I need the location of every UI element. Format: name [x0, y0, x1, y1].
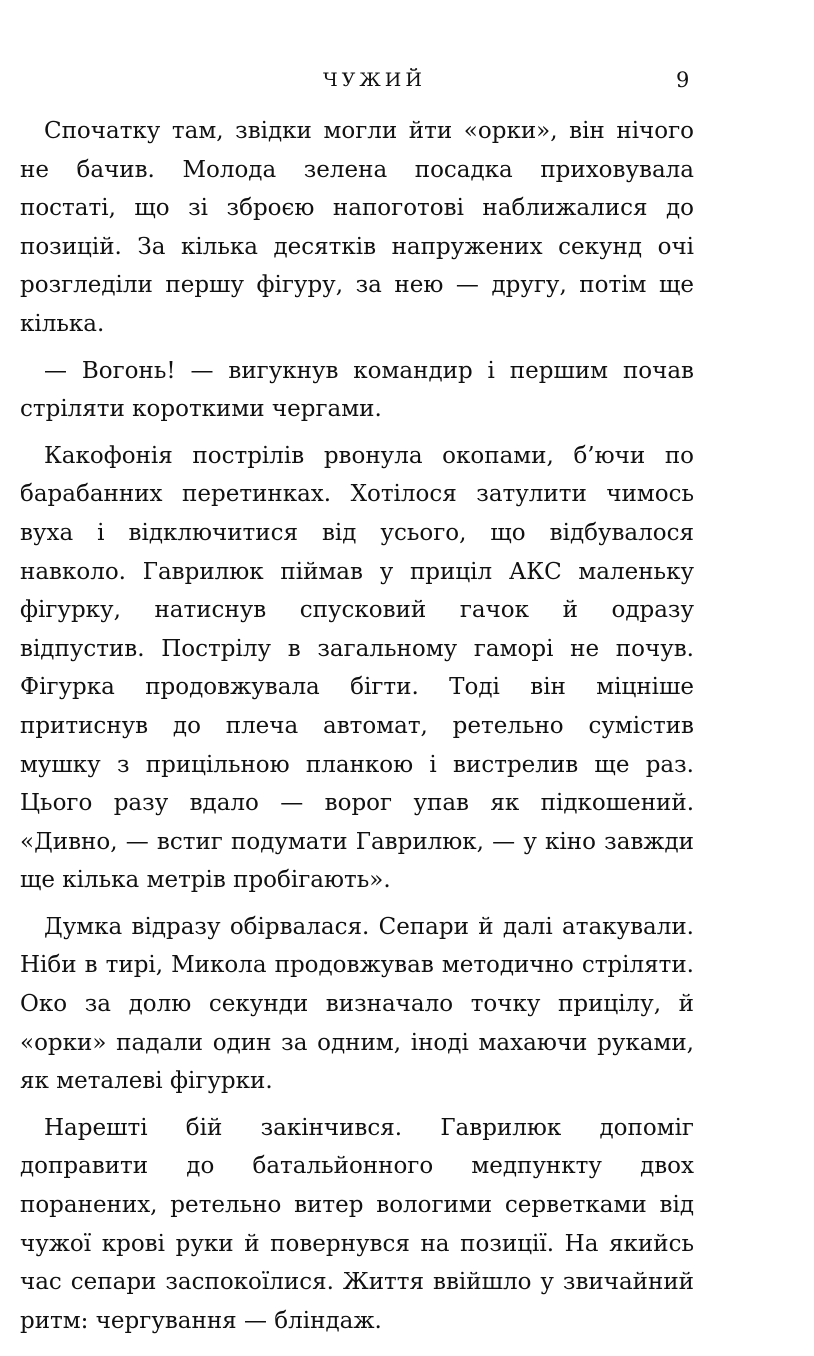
paragraph: Думка відразу обірвалася. Сепари й далі атакували. Ніби в тирі, Микола продовжував методично стріляти. Око за долю секунди визначало точку прицілу, й «орки» падали один за одним, іноді махаючи руками, як металеві фігурки. — [20, 913, 694, 1095]
running-title: ЧУЖИЙ — [323, 69, 426, 91]
running-header — [0, 64, 814, 96]
paragraph: Спочатку там, звідки могли йти «орки», він нічого не бачив. Молода зелена посадка приховувала постаті, що зі зброєю напоготові наближалися до позицій. За кілька десятків напружених секунд очі розгледіли першу фігуру, за нею — другу, потім ще кілька. — [20, 118, 694, 337]
page-number: 9 — [676, 68, 690, 92]
paragraph: Нарешті бій закінчився. Гаврилюк допоміг доправити до батальйонного медпункту двох поранених, ретельно витер вологими серветками від чужої крові руки й повернувся на позиції. На якийсь час сепари заспокоїлися. Життя ввійшло у звичайний ритм: чергування — бліндаж. — [20, 1114, 694, 1334]
body-text — [20, 112, 694, 1348]
paragraph: — Вогонь! — вигукнув командир і першим почав стріляти короткими чергами. — [20, 357, 694, 423]
paragraph: Какофонія пострілів рвонула окопами, б’ючи по барабанних перетинках. Хотілося затулити чимось вуха і відключитися від усього, що відбувалося навколо. Гаврилюк піймав у приціл АКС маленьку фігурку, натиснув спусковий гачок й одразу відпустив. Пострілу в загальному гаморі не почув. Фігурка продовжувала бігти. Тоді він міцніше притиснув до плеча автомат, ретельно сумістив мушку з прицільною планкою і вистрелив ще раз. Цього разу вдало — ворог упав як підкошений. «Дивно, — встиг подумати Гаврилюк, — у кіно завжди ще кілька метрів пробігають». — [20, 442, 694, 894]
